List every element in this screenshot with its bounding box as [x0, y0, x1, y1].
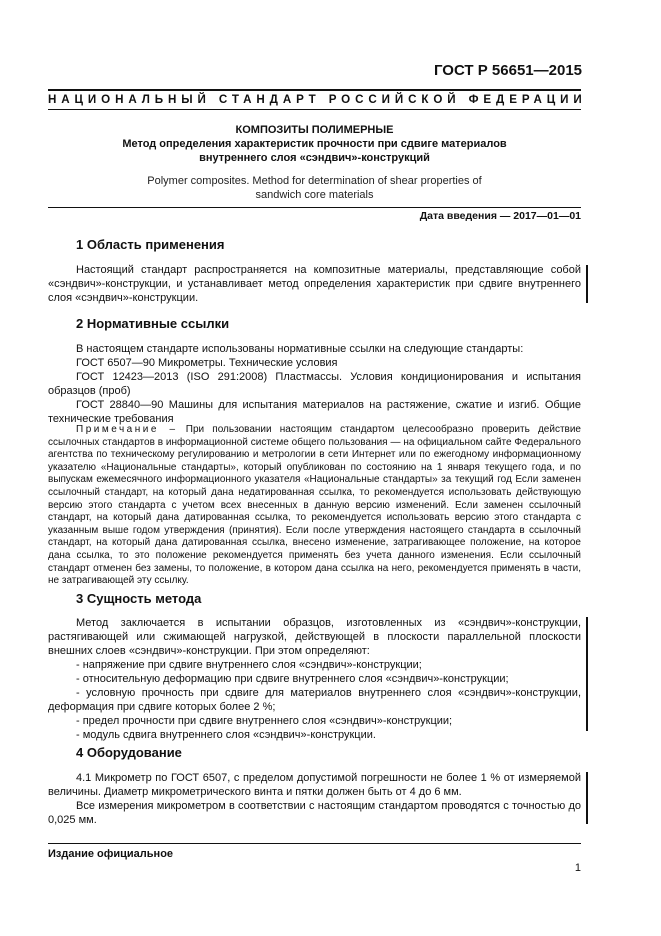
section4-body — [48, 771, 581, 827]
normative-note — [48, 424, 581, 588]
official-edition-label: Издание официальное — [48, 848, 174, 860]
title-ru-line2: Метод определения характеристик прочности при сдвиге материалов — [122, 138, 507, 150]
change-bar-section4 — [586, 772, 588, 824]
section2-intro: В настоящем стандарте использованы нормативные ссылки на следующие стандарты: — [76, 343, 524, 355]
footer-rule — [48, 843, 581, 844]
title-ru-line1: КОМПОЗИТЫ ПОЛИМЕРНЫЕ — [235, 124, 394, 136]
section3-heading: 3 Сущность метода — [76, 591, 202, 606]
title-en-line2: sandwich core materials — [255, 189, 374, 201]
intro-date-rule — [48, 207, 581, 208]
document-number: ГОСТ Р 56651—2015 — [433, 62, 582, 79]
section3-text: Метод заключается в испытании образцов, изготовленных из «сэндвич»-конструкции, растягивающей или сжимающей нагрузкой, действующей в плоскости параллельной плоскости внешних слоев «сэндвич»-конструкции. При этом определяют: — [48, 617, 581, 657]
document-title-ru — [48, 123, 581, 165]
header-rule-bottom — [48, 109, 581, 110]
national-standard-banner: НАЦИОНАЛЬНЫЙ СТАНДАРТ РОССИЙСКОЙ ФЕДЕРАЦИИ — [48, 93, 587, 106]
note-label: Примечание – — [76, 424, 178, 435]
normative-ref-2: ГОСТ 12423—2013 (ISO 291:2008) Пластмассы. Условия кондиционирования и испытания образцов (проб) — [48, 371, 581, 397]
introduction-date: Дата введения — 2017—01—01 — [419, 210, 581, 222]
document-title-en — [48, 174, 581, 202]
method-item-5: - модуль сдвига внутреннего слоя «сэндвич»-конструкции. — [76, 729, 376, 741]
normative-ref-1: ГОСТ 6507—90 Микрометры. Технические условия — [76, 357, 338, 369]
section4-heading: 4 Оборудование — [76, 745, 182, 760]
section3-body — [48, 616, 581, 742]
section4-paragraph-1: 4.1 Микрометр по ГОСТ 6507, с пределом допустимой погрешности не более 1 % от измеряемой величины. Диаметр микрометрического винта и пятки должен быть от 4 до 6 мм. — [48, 772, 581, 798]
note-text: При пользовании настоящим стандартом целесообразно проверить действие ссылочных стандартов в информационной системе общего пользования — на официальном сайте Федерального агентства по техническому регулированию и метрологии в сети Интернет или по ежегодному информационному указателю «Национальные стандарты», который опубликован по состоянию на 1 января текущего года, и по выпускам ежемесячного информационного указателя «Национальные стандарты» за текущий год Если заменен ссылочный стандарт, на который дана недатированная ссылка, то рекомендуется использовать действующую версию этого стандарта с учетом всех внесенных в данную версию изменений. Если заменен ссылочный стандарт, на который дана датированная ссылка, то рекомендуется использовать версию этого стандарта с указанным выше годом утверждения (принятия). Если после утверждения настоящего стандарта в ссылочный стандарт, на который дана датированная ссылка, внесено изменение, затрагивающее положение, на которое дана ссылка, то это положение рекомендуется применять без учета данного изменения. Если ссылочный стандарт отменен без замены, то положение, в котором дана ссылка на него, рекомендуется применять в части, не затрагивающей эту ссылку. — [48, 424, 581, 587]
section1-heading: 1 Область применения — [76, 237, 225, 252]
method-item-2: - относительную деформацию при сдвиге внутреннего слоя «сэндвич»-конструкции; — [76, 673, 509, 685]
page-number: 1 — [574, 862, 581, 874]
section2-body — [48, 342, 581, 426]
section4-paragraph-2: Все измерения микрометром в соответствии с настоящим стандартом проводятся с точностью до 0,025 мм. — [48, 800, 581, 826]
normative-ref-3: ГОСТ 28840—90 Машины для испытания материалов на растяжение, сжатие и изгиб. Общие технические требования — [48, 399, 581, 425]
change-bar-section3 — [586, 617, 588, 731]
method-item-1: - напряжение при сдвиге внутреннего слоя «сэндвич»-конструкции; — [76, 659, 422, 671]
header-rule-top — [48, 89, 581, 91]
title-en-line1: Polymer composites. Method for determination of shear properties of — [147, 175, 482, 187]
title-ru-line3: внутреннего слоя «сэндвич»-конструкций — [199, 152, 430, 164]
section1-text: Настоящий стандарт распространяется на композитные материалы, представляющие собой «сэндвич»-конструкции, и устанавливает метод определения характеристик при сдвиге внутреннего слоя «сэндвич»-конструкции. — [48, 264, 581, 304]
method-item-4: - предел прочности при сдвиге внутреннего слоя «сэндвич»-конструкции; — [76, 715, 453, 727]
method-item-3: - условную прочность при сдвиге для материалов внутреннего слоя «сэндвич»-конструкции, деформация при сдвиге которых более 2 %; — [48, 687, 581, 713]
section2-heading: 2 Нормативные ссылки — [76, 316, 230, 331]
change-bar-section1 — [586, 265, 588, 303]
